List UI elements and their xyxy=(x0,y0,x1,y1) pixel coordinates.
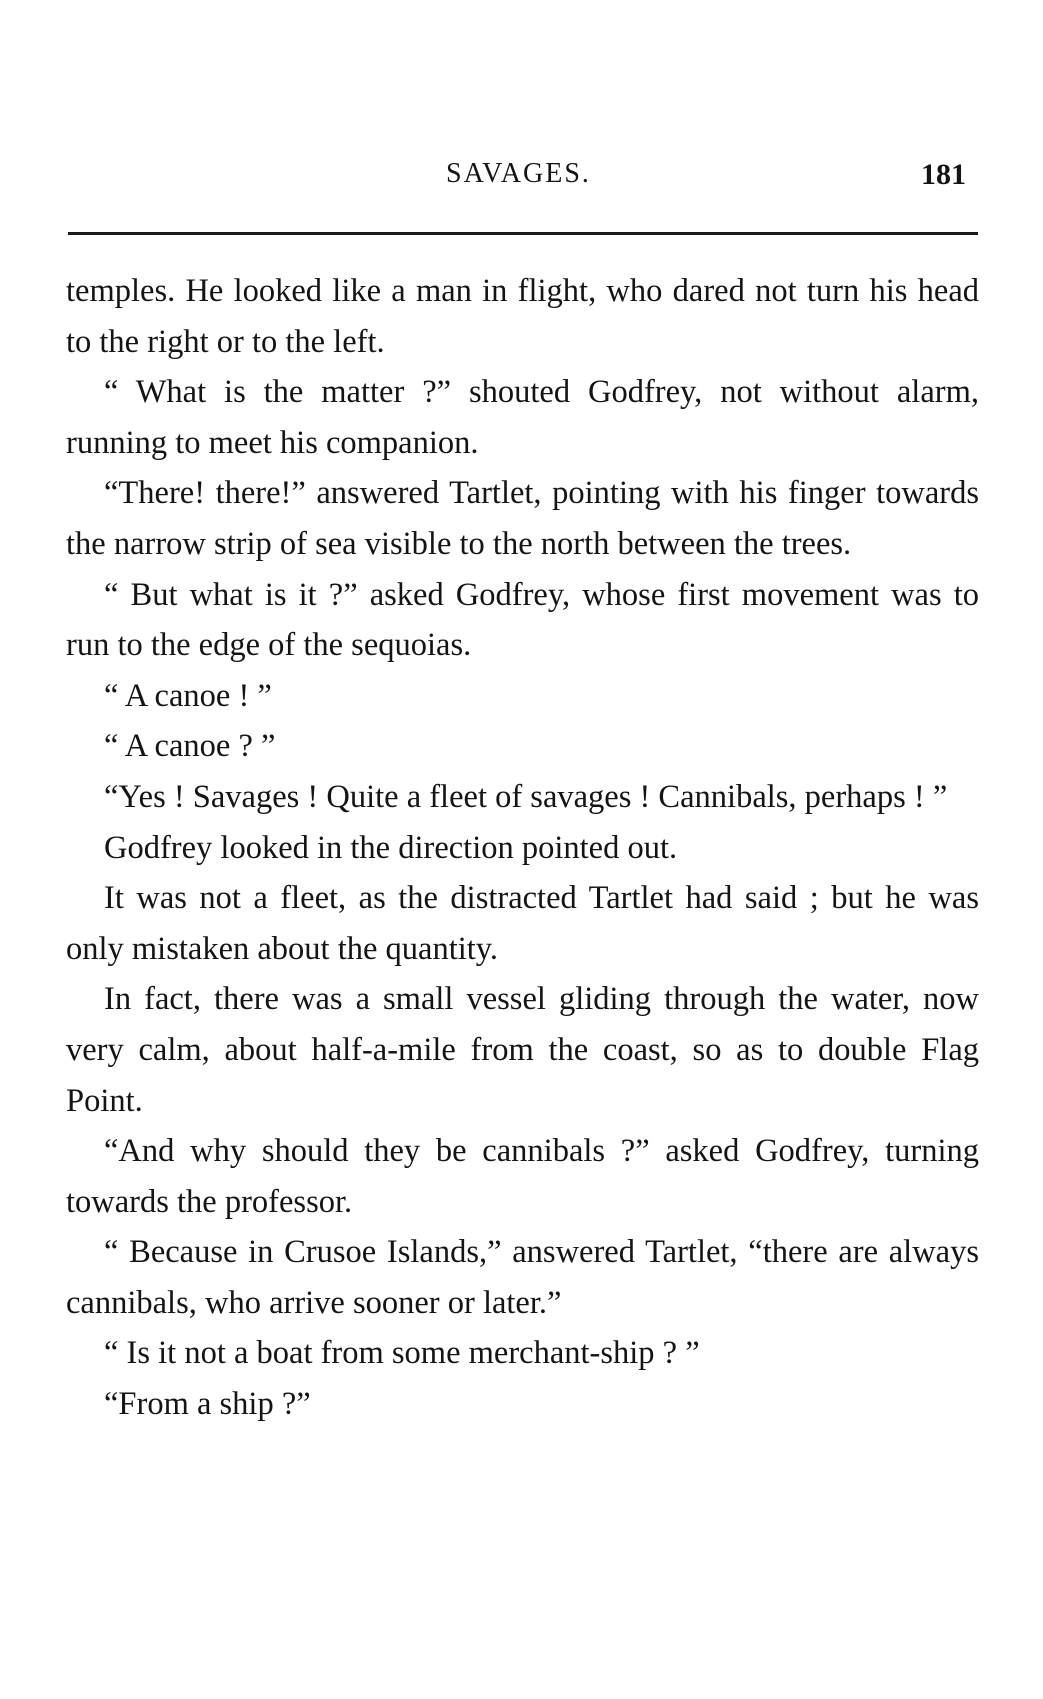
paragraph: “And why should they be cannibals ?” asked Godfrey, turning towards the professor. xyxy=(66,1133,979,1220)
header-rule xyxy=(68,232,978,235)
running-title: SAVAGES. xyxy=(446,158,591,189)
paragraph: “ What is the matter ?” shouted Godfrey, not without alarm, running to meet his companion. xyxy=(66,374,979,461)
paragraph: “ But what is it ?” asked Godfrey, whose first movement was to run to the edge of the sequoias. xyxy=(66,576,979,664)
paragraph: “There! there!” answered Tartlet, pointing with his finger towards the narrow strip of sea visible to the north between the trees. xyxy=(66,475,979,562)
running-head xyxy=(0,158,1043,198)
paragraph: “ A canoe ! ” xyxy=(104,677,272,714)
body-text xyxy=(66,266,979,1430)
paragraph: “ A canoe ? ” xyxy=(104,728,276,765)
paragraph: In fact, there was a small vessel gliding through the water, now very calm, about half-a-mile from the coast, so as to double Flag Point. xyxy=(66,981,979,1119)
paragraph: “Yes ! Savages ! Quite a fleet of savages ! Cannibals, perhaps ! ” xyxy=(104,778,948,815)
paragraph: “ Is it not a boat from some merchant-ship ? ” xyxy=(104,1335,700,1372)
paragraph: “ Because in Crusoe Islands,” answered Tartlet, “there are always cannibals, who arrive sooner or later.” xyxy=(66,1234,979,1321)
paragraph: It was not a fleet, as the distracted Tartlet had said ; but he was only mistaken about the quantity. xyxy=(66,880,979,967)
page-number: 181 xyxy=(921,158,966,191)
paragraph: temples. He looked like a man in flight, who dared not turn his head to the right or to the left. xyxy=(66,273,979,360)
paragraph: Godfrey looked in the direction pointed out. xyxy=(104,829,678,866)
paragraph: “From a ship ?” xyxy=(104,1386,311,1423)
